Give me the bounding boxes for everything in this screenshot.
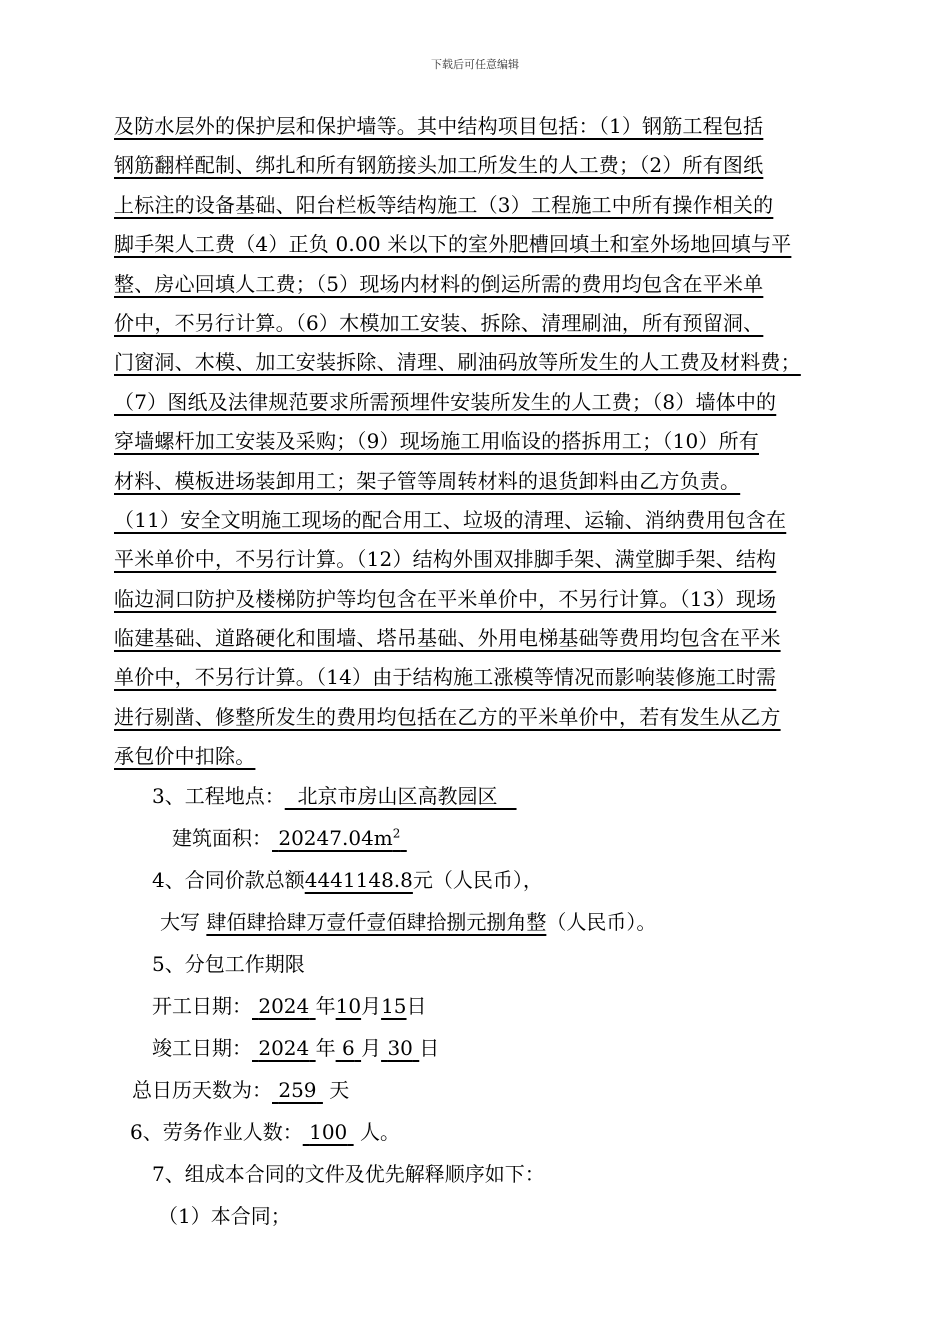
workers-label: 6、劳务作业人数： [130, 1119, 303, 1144]
building-area-value: $20247.04m^2$ [278, 825, 401, 850]
paragraph-line: 钢筋翻样配制、绑扎和所有钢筋接头加工所发生的人工费；（2）所有图纸 [114, 153, 764, 178]
start-date-label: 开工日期： [152, 993, 252, 1018]
start-month: 10 [335, 993, 362, 1018]
end-year: 2024 [258, 1035, 310, 1060]
contract-price-suffix: 元（人民币）， [412, 867, 543, 892]
start-year-unit: 年 [315, 993, 336, 1018]
end-date-label: 竣工日期： [152, 1035, 252, 1060]
paragraph-line: 平米单价中，不另行计算。（12）结构外围双排脚手架、满堂脚手架、结构 [114, 547, 777, 572]
paragraph-line: 单价中，不另行计算。（14）由于结构施工涨模等情况而影响装修施工时需 [114, 665, 777, 690]
building-area-label: 建筑面积： [172, 825, 272, 850]
price-words-suffix: （人民币）。 [546, 909, 657, 934]
price-words-value: 肆佰肆拾肆万壹仟壹佰肆拾捌元捌角整 [206, 909, 547, 934]
paragraph-line: 及防水层外的保护层和保护墙等。其中结构项目包括：（1）钢筋工程包括 [114, 114, 764, 138]
paragraph-line: 价中，不另行计算。（6）木模加工安装、拆除、清理刷油，所有预留洞、 [114, 310, 764, 335]
project-location-row [114, 775, 862, 817]
paragraph-line: 临建基础、道路硬化和围墙、塔吊基础、外用电梯基础等费用均包含在平米 [114, 626, 781, 651]
calendar-days-label: 总日历天数为： [132, 1077, 272, 1102]
calendar-days-value: 259 [278, 1077, 317, 1102]
contract-price-value: 4441148.8 [304, 867, 413, 892]
paragraph-line: 整、房心回填人工费；（5）现场内材料的倒运所需的费用均包含在平米单 [114, 271, 764, 296]
price-words-row [114, 901, 862, 943]
paragraph-line: 临边洞口防护及楼梯防护等均包含在平米单价中，不另行计算。（13）现场 [114, 586, 777, 611]
calendar-days-unit: 天 [329, 1077, 350, 1102]
paragraph-line: （7）图纸及法律规范要求所需预埋件安装所发生的人工费；（8）墙体中的 [114, 389, 777, 414]
contract-documents-heading [114, 1153, 862, 1195]
project-location-label: 3、工程地点： [152, 783, 285, 808]
paragraph-line: 进行剔凿、修整所发生的费用均包括在乙方的平米单价中，若有发生从乙方 [114, 704, 781, 729]
calendar-days-row [114, 1069, 862, 1111]
end-date-row [114, 1027, 862, 1069]
start-date-row [114, 985, 862, 1027]
paragraph-line: 材料、模板进场装卸用工；架子管等周转材料的退货卸料由乙方负责。 [114, 468, 741, 493]
document-body [114, 107, 862, 1237]
contract-document-item [114, 1195, 862, 1237]
paragraph-line: 脚手架人工费（4）正负 0.00 米以下的室外肥槽回填土和室外场地回填与平 [114, 232, 792, 257]
paragraph-line: 上标注的设备基础、阳台栏板等结构施工（3）工程施工中所有操作相关的 [114, 192, 774, 217]
end-month: 6 [341, 1035, 355, 1060]
end-month-unit: 月 [361, 1035, 382, 1060]
scope-paragraph [114, 107, 862, 777]
page-header: 下载后可任意编辑 [431, 58, 519, 71]
price-words-label: 大写 [160, 909, 200, 934]
end-day-unit: 日 [419, 1035, 440, 1060]
contract-document-item-label: （1）本合同； [158, 1203, 291, 1228]
paragraph-line: 承包价中扣除。 [114, 744, 256, 769]
start-day: 15 [381, 993, 407, 1018]
paragraph-line: 门窗洞、木模、加工安装拆除、清理、刷油码放等所发生的人工费及材料费； [114, 350, 801, 375]
end-year-unit: 年 [315, 1035, 336, 1060]
workers-row [114, 1111, 862, 1153]
paragraph-line: （11）安全文明施工现场的配合用工、垃圾的清理、运输、消纳费用包含在 [114, 507, 787, 532]
end-day: 30 [387, 1035, 413, 1060]
work-period-label: 5、分包工作期限 [152, 951, 305, 976]
project-location-value: 北京市房山区高教园区 [284, 783, 517, 808]
workers-value: 100 [309, 1119, 348, 1144]
start-year: 2024 [258, 993, 310, 1018]
start-month-unit: 月 [361, 993, 382, 1018]
contract-price-label: 4、合同价款总额 [152, 867, 305, 892]
start-day-unit: 日 [406, 993, 427, 1018]
paragraph-line: 穿墙螺杆加工安装及采购；（9）现场施工用临设的搭拆用工；（10）所有 [114, 429, 759, 454]
work-period-heading [114, 943, 862, 985]
building-area-row [114, 817, 862, 859]
workers-unit: 人。 [360, 1119, 400, 1144]
contract-price-row [114, 859, 862, 901]
contract-documents-label: 7、组成本合同的文件及优先解释顺序如下： [152, 1161, 545, 1186]
